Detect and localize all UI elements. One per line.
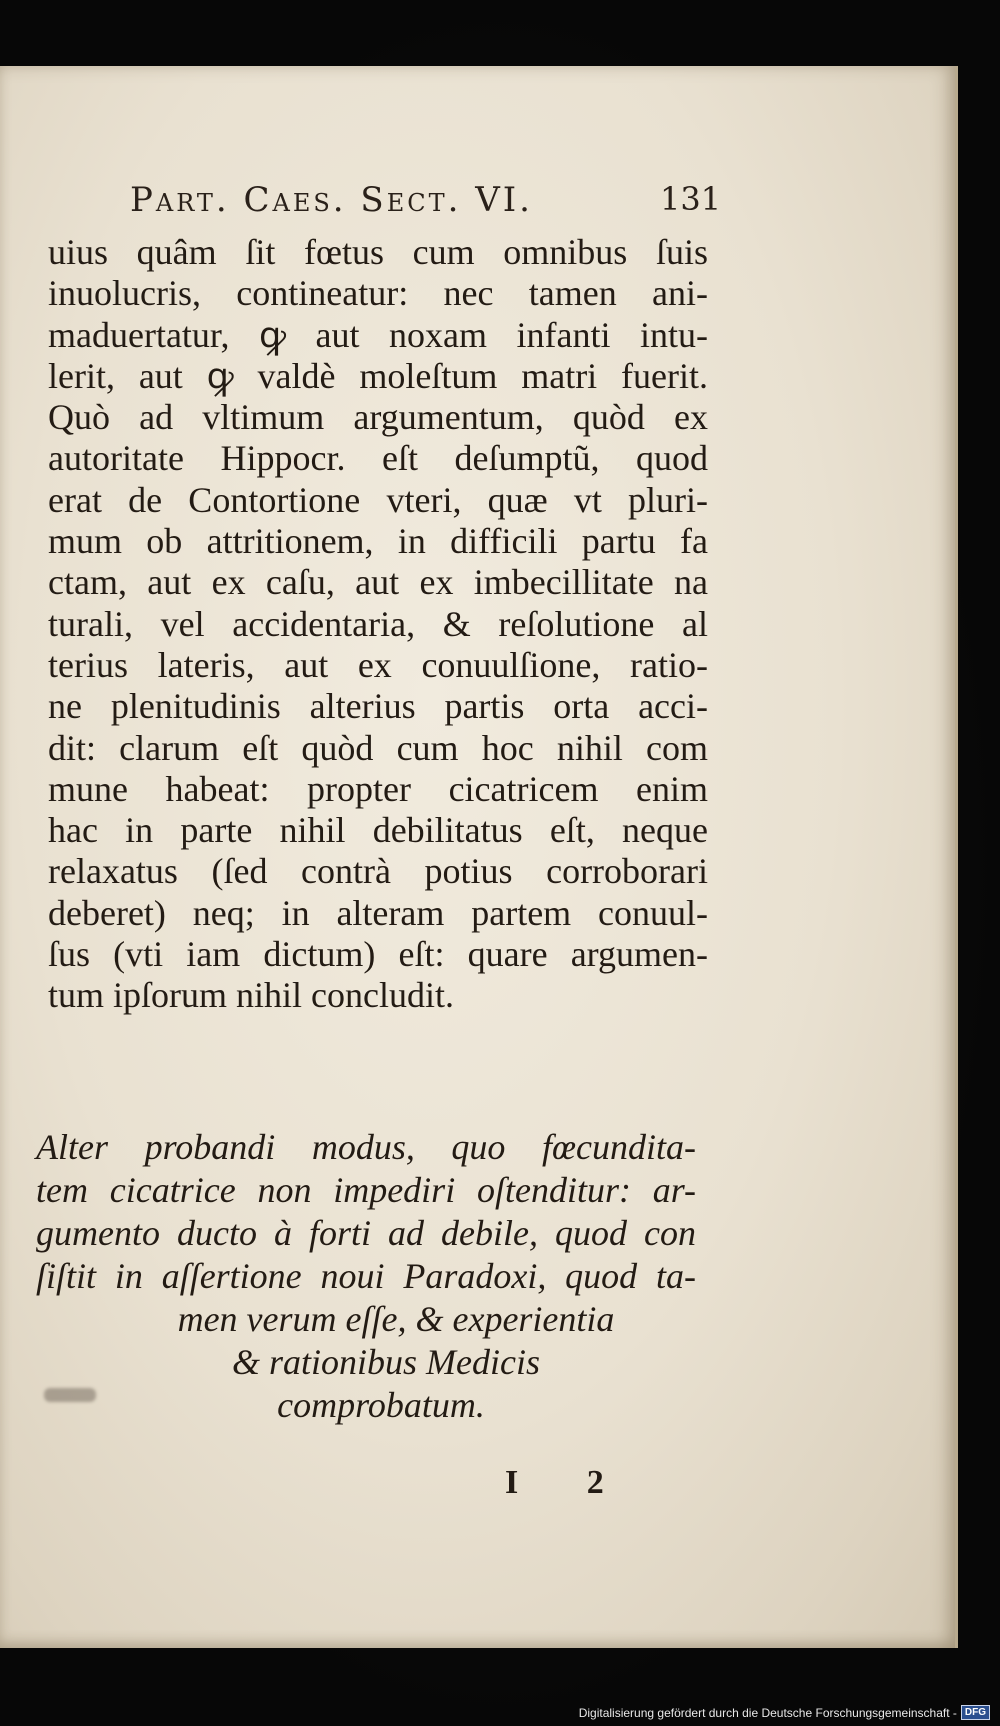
body-line: inuolucris, contineatur: nec tamen ani-: [48, 273, 708, 314]
body-line: relaxatus (ſed contrà potius corroborari: [48, 851, 708, 892]
heading-line: gumento ducto à forti ad debile, quod con: [36, 1213, 696, 1253]
credit-text: Digitalisierung gefördert durch die Deutsche Forschungsgemeinschaft -: [578, 1705, 957, 1720]
body-line: autoritate Hippocr. eſt deſumptũ, quod: [48, 438, 708, 479]
signature-mark: I 2: [505, 1464, 634, 1501]
heading-line: comprobatum.: [277, 1385, 485, 1425]
running-head-title: Part. Caes. Sect. VI.: [130, 180, 533, 220]
ink-smudge: [44, 1388, 96, 1402]
body-line: ctam, aut ex caſu, aut ex imbecillitate na: [48, 562, 708, 603]
body-line: ne plenitudinis alterius partis orta acci-: [48, 686, 708, 727]
heading-line: Alter probandi modus, quo fœcundita-: [36, 1127, 696, 1167]
page-number: 131: [660, 180, 722, 218]
body-line: mum ob attritionem, in difficili partu fa: [48, 521, 708, 562]
heading-line: men verum eſſe, & experientia: [177, 1299, 615, 1339]
body-line: dit: clarum eſt quòd cum hoc nihil com: [48, 727, 708, 768]
digitization-credit: [579, 1705, 990, 1720]
body-line: tum ipſorum nihil concludit.: [48, 975, 454, 1016]
body-line: terius lateris, aut ex conuulſione, ratio-: [48, 644, 708, 685]
body-line: lerit, aut ꝙ valdè moleſtum matri fuerit.: [48, 355, 708, 396]
heading-line: & rationibus Medicis: [232, 1342, 540, 1382]
body-line: turali, vel accidentaria, & reſolutione al: [48, 603, 708, 644]
heading-line: tem cicatrice non impediri oſtenditur: ar-: [36, 1170, 696, 1210]
body-line: mune habeat: propter cicatricem enim: [48, 768, 708, 809]
body-line: Quò ad vltimum argumentum, quòd ex: [48, 397, 708, 438]
heading-line: ſiſtit in aſſertione noui Paradoxi, quod ta-: [36, 1256, 696, 1296]
dfg-logo: DFG: [961, 1705, 990, 1720]
body-line: maduertatur, ꝙ aut noxam infanti intu-: [48, 314, 708, 355]
book-page: [0, 66, 958, 1648]
body-line: uius quâm ſit fœtus cum omnibus ſuis: [48, 232, 708, 272]
body-line: erat de Contortione vteri, quæ vt pluri-: [48, 479, 708, 520]
body-line: ſus (vti iam dictum) eſt: quare argumen-: [48, 934, 708, 975]
section-heading: [36, 1126, 696, 1427]
body-line: hac in parte nihil debilitatus eſt, neque: [48, 810, 708, 851]
running-head: [130, 180, 710, 220]
body-line: deberet) neq; in alteram partem conuul-: [48, 892, 708, 933]
body-text: [48, 232, 708, 1017]
